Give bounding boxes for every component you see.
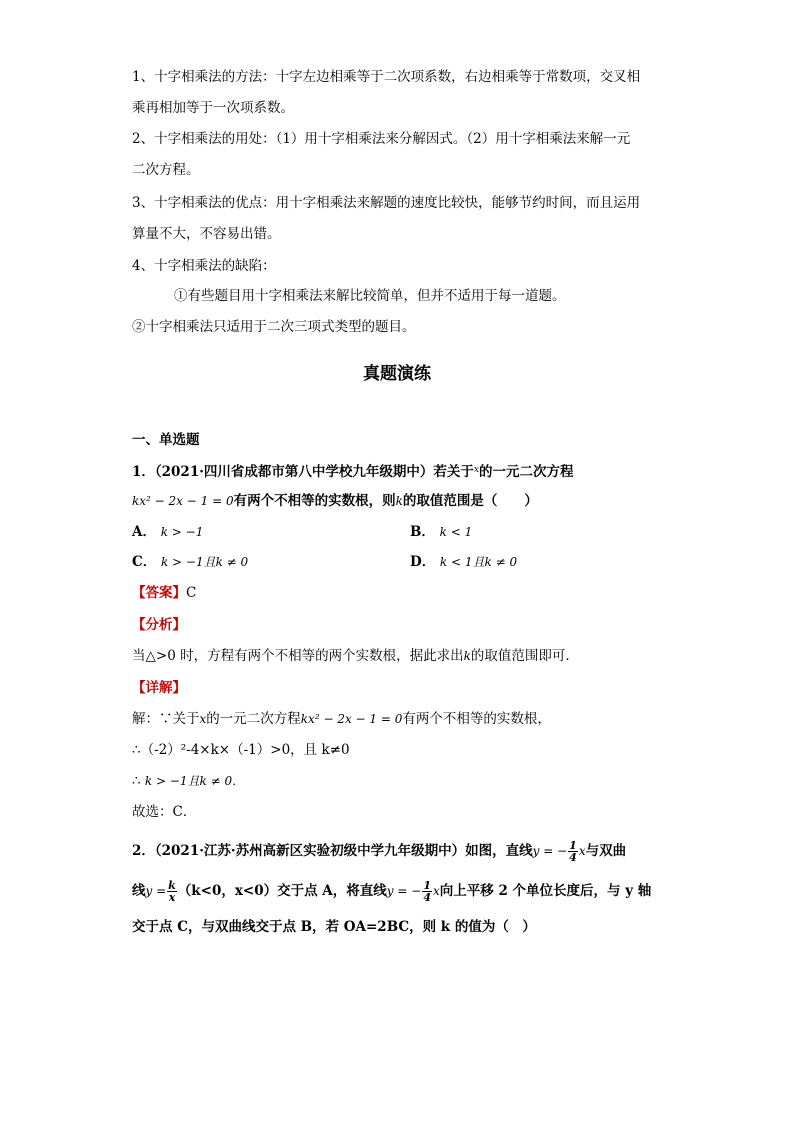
q1-detail-4: 故选：C． [132, 804, 197, 820]
q2-frac3-num: 1 [423, 879, 431, 892]
analysis-b: 的取值范围即可． [470, 648, 579, 664]
q1-detail-tag: 【详解】 [132, 680, 186, 696]
q1-answer [132, 584, 196, 602]
q1-option-c-text: k > −1且k ≠ 0 [160, 555, 249, 569]
q2-x: x [578, 844, 586, 858]
q2-frac2-den: x [168, 891, 176, 904]
analysis-a: 当△>0 时，方程有两个不相等的两个实数根，据此求出 [132, 648, 464, 664]
q1-detail-3 [132, 772, 244, 790]
q1-detail-1 [132, 710, 551, 728]
q2-x2: x [432, 884, 440, 898]
detail-1c: 有两个不相等的实数根， [402, 711, 551, 727]
intro-p1a: 1、十字相乘法的方法：十字左边相乘等于二次项系数，右边相乘等于常数项，交叉相 [132, 69, 641, 85]
intro-p1b: 乘再相加等于一次项系数。 [132, 100, 294, 116]
detail-var-x: x [199, 712, 207, 726]
intro-p3b: 算量不大，不容易出错。 [132, 226, 281, 242]
q2-l2a: 线 [132, 883, 146, 899]
answer-value: C [186, 585, 197, 601]
q1-option-b-label: B． [410, 524, 435, 540]
q1-option-b [410, 523, 472, 541]
intro-p4-1: ①有些题目用十字相乘法来解比较简单，但并不适用于每一道题。 [174, 288, 566, 304]
q2-frac [568, 840, 578, 863]
q1-option-c-label: C． [132, 554, 157, 570]
q2-frac-den: 4 [569, 851, 577, 864]
q1-stem-a: 1．（2021·四川省成都市第八中学校九年级期中）若关于 [132, 464, 474, 480]
detail-1b: 的一元二次方程 [206, 711, 301, 727]
q1-stem-line1 [132, 461, 574, 481]
detail-1a: 解：∵关于 [132, 711, 200, 727]
q1-stem-c: 有两个不相等的实数根，则 [233, 493, 396, 509]
q2-frac2 [167, 880, 177, 903]
intro-p4: 4、十字相乘法的缺陷： [132, 258, 276, 274]
detail-equation: kx² − 2x − 1 = 0 [300, 712, 403, 726]
q1-stem-b: 的一元二次方程 [479, 464, 574, 480]
answer-tag: 【答案】 [132, 585, 186, 601]
q2-l1b: 与双曲 [585, 843, 627, 859]
q1-equation: kx² − 2x − 1 = 0 [132, 494, 234, 508]
q2-l2c: 向上平移 2 个单位长度后，与 y 轴 [439, 883, 652, 899]
q1-option-a-text: k > −1 [160, 525, 204, 539]
q2-l1a: 2．（2021·江苏·苏州高新区实验初级中学九年级期中）如图，直线 [132, 843, 533, 859]
q2-frac2-num: k [168, 879, 176, 892]
q2-y-eq3: y = − [386, 884, 422, 898]
q2-line1 [132, 840, 626, 863]
q1-option-a [132, 523, 203, 541]
q1-option-a-label: A． [132, 524, 156, 540]
q2-y-eq: y = − [532, 844, 568, 858]
q1-analysis-text [132, 647, 579, 665]
detail-3a: ∴ [132, 773, 145, 789]
intro-p2a: 2、十字相乘法的用处：（1）用十字相乘法来分解因式。（2）用十字相乘法来解一元 [132, 131, 631, 147]
intro-p4-2: ②十字相乘法只适用于二次三项式类型的题目。 [132, 319, 416, 335]
q1-var-x: x [473, 465, 479, 475]
q1-option-b-text: k < 1 [439, 525, 473, 539]
q2-line3: 交于点 C，与双曲线交于点 B，若 OA=2BC，则 k 的值为（ ） [132, 919, 536, 935]
detail-3b: k > −1且k ≠ 0． [144, 774, 245, 788]
intro-p3a: 3、十字相乘法的优点：用十字相乘法来解题的速度比较快，能够节约时间，而且运用 [132, 195, 641, 211]
q1-option-d-text: k < 1且k ≠ 0 [439, 555, 518, 569]
q2-frac-num: 1 [569, 839, 577, 852]
q1-var-k: k [395, 494, 403, 508]
q1-option-d [410, 553, 517, 571]
q1-stem-line2 [132, 492, 538, 510]
q1-detail-2: ∴（-2）²-4×k×（-1）>0，且 k≠0 [132, 742, 350, 758]
q2-l2b: （k<0，x<0）交于点 A，将直线 [177, 883, 387, 899]
intro-p2b: 二次方程。 [132, 162, 200, 178]
q1-analysis-tag: 【分析】 [132, 617, 186, 633]
q2-y-eq2: y = [145, 884, 167, 898]
part-label: 一、单选题 [132, 432, 200, 448]
q1-stem-d: 的取值范围是（ ） [402, 493, 538, 509]
q2-frac3-den: 4 [423, 891, 431, 904]
q2-line2 [132, 880, 651, 903]
q2-frac3 [422, 880, 432, 903]
q1-option-c [132, 553, 248, 571]
section-title: 真题演练 [363, 364, 431, 384]
analysis-var-k: k [463, 649, 471, 663]
q1-option-d-label: D． [410, 554, 436, 570]
